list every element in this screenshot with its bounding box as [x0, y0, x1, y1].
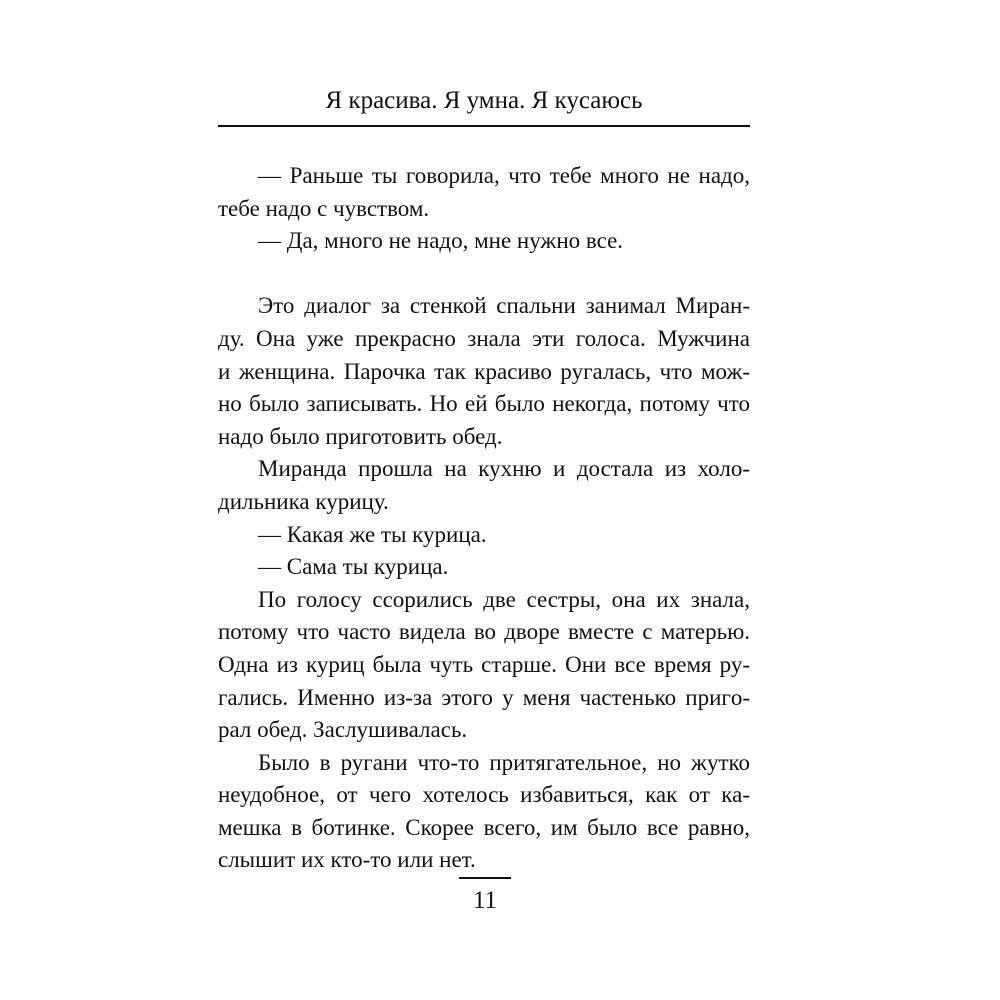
text-line: неудобное, от чего хотелось избавиться, как от ка- — [218, 782, 750, 808]
body-text — [218, 160, 750, 877]
paragraph-gap — [218, 258, 750, 291]
text-line: По голосу ссорились две сестры, она их знала, — [258, 586, 750, 612]
text-line: слышит их кто-то или нет. — [218, 847, 476, 873]
text-line: Это диалог за стенкой спальни занимал Миран- — [258, 293, 750, 319]
folio-rule — [459, 877, 511, 879]
text-line: тебе надо с чувством. — [218, 195, 430, 221]
text-line: дильника курицу. — [218, 488, 389, 514]
text-line: и женщина. Парочка так красиво ругалась, что мож- — [218, 358, 750, 384]
text-line: ду. Она уже прекрасно знала эти голоса. Мужчина — [218, 325, 750, 351]
text-line: — Какая же ты курица. — [258, 521, 487, 547]
text-line: — Да, много не надо, мне нужно все. — [258, 228, 624, 254]
text-line: рал обед. Заслушивалась. — [218, 717, 468, 743]
header-rule — [218, 125, 750, 127]
text-line: Миранда прошла на кухню и достала из холо- — [258, 456, 750, 482]
page-number: 11 — [472, 887, 498, 914]
text-line: но было записывать. Но ей было некогда, потому что — [218, 391, 750, 417]
text-line: потому что часто видела во дворе вместе с матерью. — [218, 619, 750, 645]
text-line: мешка в ботинке. Скорее всего, им было все равно, — [218, 814, 750, 840]
text-line: — Сама ты курица. — [258, 554, 449, 580]
running-title: Я красива. Я умна. Я кусаюсь — [325, 87, 643, 114]
text-line: Было в ругани что-то притягательное, но жутко — [258, 749, 750, 775]
text-line: надо было приготовить обед. — [218, 423, 503, 449]
text-line: — Раньше ты говорила, что тебе много не надо, — [258, 163, 750, 188]
text-line: гались. Именно из-за этого у меня частенько пригo- — [218, 684, 750, 710]
text-line: Одна из куриц была чуть старше. Они все время ру- — [218, 651, 750, 677]
